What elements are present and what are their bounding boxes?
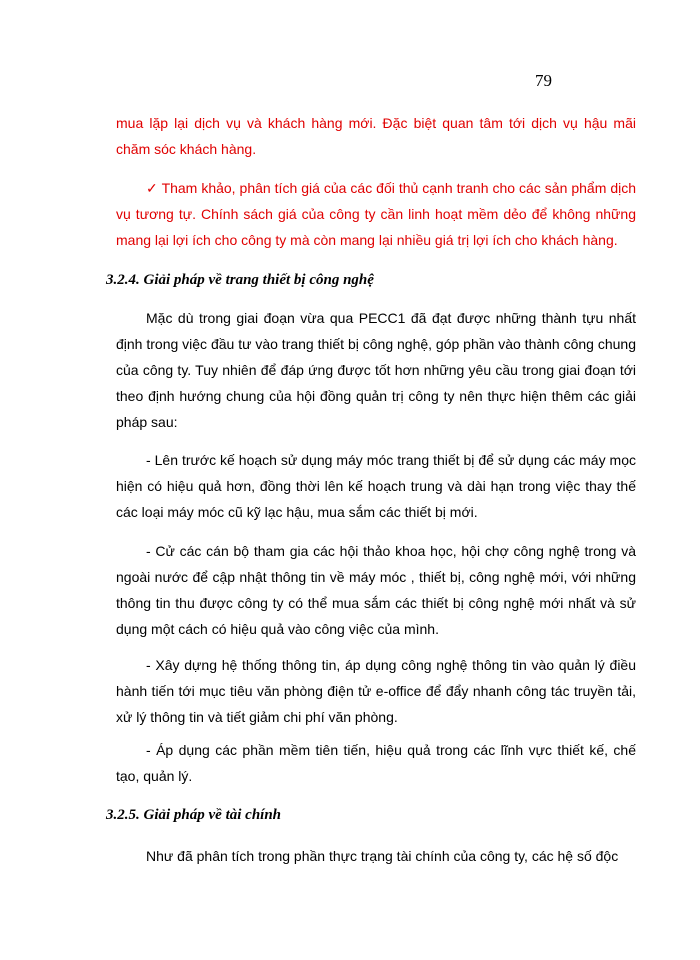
paragraph-text: Như đã phân tích trong phần thực trạng tài chính của công ty, các hệ số độc [146, 848, 619, 864]
paragraph-text: - Cử các cán bộ tham gia các hội thảo khoa học, hội chợ công nghệ trong và ngoài nước để cập nhật thông tin về máy móc , thiết bị, công nghệ mới, với những thông tin thu được công ty có thể mua sắm các thiết bị công nghệ mới nhất và sử dụng một cách có hiệu quả vào công việc của mình. [116, 543, 636, 637]
paragraph-text: - Lên trước kế hoạch sử dụng máy móc trang thiết bị để sử dụng các máy mọc hiện có hiệu quả hơn, đồng thời lên kế hoạch trung và dài hạn trong việc thay thế các loại máy móc cũ kỹ lạc hậu, mua sắm các thiết bị mới. [116, 452, 636, 520]
paragraph-technology-intro [116, 305, 636, 435]
checkmark-icon: ✓ [146, 180, 158, 196]
paragraph-text: Mặc dù trong giai đoạn vừa qua PECC1 đã đạt được những thành tựu nhất định trong việc đầu tư vào trang thiết bị công nghệ, góp phần vào thành công chung của công ty. Tuy nhiên để đáp ứng được tốt hơn những yêu cầu trong giai đoạn tới theo định hướng chung của hội đồng quản trị công ty nên thực hiện thêm các giải pháp sau: [116, 310, 636, 430]
paragraph-conferences [116, 538, 636, 642]
paragraph-information-system [116, 652, 636, 730]
paragraph-pricing [116, 175, 636, 253]
paragraph-text: mua lặp lại dịch vụ và khách hàng mới. Đặc biệt quan tâm tới dịch vụ hậu mãi chăm sóc khách hàng. [116, 115, 636, 157]
paragraph-finance [116, 843, 636, 869]
section-heading-3-2-4: 3.2.4. Giải pháp về trang thiết bị công nghệ [106, 272, 374, 288]
paragraph-text: - Áp dụng các phần mềm tiên tiến, hiệu quả trong các lĩnh vực thiết kế, chế tạo, quản lý. [116, 742, 636, 784]
paragraph-software [116, 737, 636, 789]
section-heading-3-2-5: 3.2.5. Giải pháp về tài chính [106, 807, 282, 823]
paragraph-customer-service [116, 110, 636, 162]
paragraph-text: Tham khảo, phân tích giá của các đối thủ cạnh tranh cho các sản phẩm dịch vụ tương tự. Chính sách giá của công ty cần linh hoạt mềm dẻo để không những mang lại lợi ích cho công ty mà còn mang lại nhiều giá trị lợi ích cho khách hàng. [116, 180, 637, 248]
paragraph-equipment-plan [116, 447, 636, 525]
page-number: 79 [535, 71, 552, 90]
paragraph-text: - Xây dựng hệ thống thông tin, áp dụng công nghệ thông tin vào quản lý điều hành tiến tới mục tiêu văn phòng điện tử e-office để đẩy nhanh công tác truyền tải, xử lý thông tin và tiết giảm chi phí văn phòng. [116, 657, 636, 725]
